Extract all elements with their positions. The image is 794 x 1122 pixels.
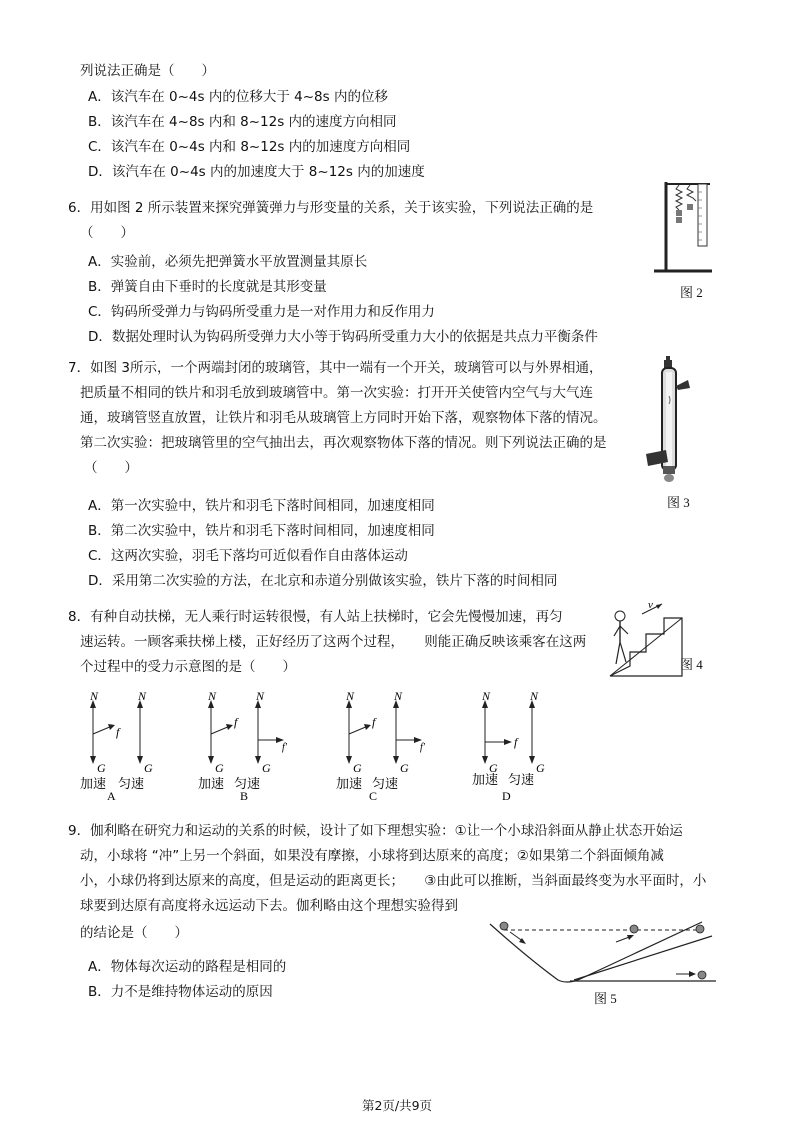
choice-letter: C: [369, 789, 378, 802]
figure-4-escalator: [606, 600, 686, 680]
uniform-label: 匀速: [234, 776, 261, 791]
normal-force-label: N: [208, 692, 217, 703]
q8-stem-line3: 个过程中的受力示意图的是（ ）: [80, 659, 296, 675]
choice-letter: D: [502, 789, 511, 802]
friction-label: f: [372, 715, 376, 729]
q6-option-d: D．数据处理时认为钩码所受弹力大小等于钩码所受重力大小的依据是共点力平衡条件: [88, 329, 598, 345]
q9-option-a: A．物体每次运动的路程是相同的: [88, 959, 287, 975]
q8-choice-a: [80, 692, 170, 802]
figure-3-label: 图 3: [667, 495, 690, 510]
q7-stem-line5: （ ）: [84, 460, 138, 476]
q7-option-d: D．采用第二次实验的方法，在北京和赤道分别做该实验，铁片下落的时间相同: [88, 573, 558, 589]
q9-stem-line5: 的结论是（ ）: [80, 925, 188, 941]
q5-stem-tail: 列说法正确是（ ）: [80, 63, 215, 79]
q5-option-d: D．该汽车在 0~4s 内的加速度大于 8~12s 内的加速度: [88, 164, 425, 180]
q5-option-c: C．该汽车在 0~4s 内和 8~12s 内的加速度方向相同: [88, 139, 411, 155]
q8-stem-line2: 速运转。一顾客乘扶梯上楼，正好经历了这两个过程， 则能正确反映该乘客在这两: [80, 634, 587, 650]
q9-stem-line3: 小，小球仍将到达原来的高度，但是运动的距离更长； ③由此可以推断，当斜面最终变为水平面时，小: [80, 873, 707, 889]
normal-force-label: N: [138, 692, 147, 703]
q7-stem-line1: 7．如图 3所示，一个两端封闭的玻璃管，其中一端有一个开关，玻璃管可以与外界相通，: [68, 360, 603, 376]
page-footer: 第2页/共9页: [361, 1098, 433, 1113]
gravity-label: G: [262, 761, 271, 775]
q6-option-c: C．钩码所受弹力与钩码所受重力是一对作用力和反作用力: [88, 304, 435, 320]
q9-stem-line1: 9．伽利略在研究力和运动的关系的时候，设计了如下理想实验：①让一个小球沿斜面从静止状态开始运: [68, 823, 683, 839]
figure-5-inclined-planes: [488, 918, 718, 988]
normal-force-label: N: [90, 692, 99, 703]
gravity-label: G: [215, 761, 224, 775]
q9-stem-line2: 动，小球将 “冲”上另一个斜面，如果没有摩擦，小球将到达原来的高度；②如果第二个斜面倾角减: [80, 848, 664, 864]
accel-label: 加速: [336, 776, 363, 791]
q6-stem-line1: 6．用如图 2 所示装置来探究弹簧弹力与形变量的关系，关于该实验，下列说法正确的是: [68, 200, 594, 216]
normal-force-label: N: [394, 692, 403, 703]
gravity-label: G: [144, 761, 153, 775]
q8-choice-d: [472, 692, 562, 802]
friction-prime-label: f′: [420, 742, 425, 753]
normal-force-label: N: [530, 692, 539, 703]
q7-stem-line4: 第二次实验：把玻璃管里的空气抽出去，再次观察物体下落的情况。则下列说法正确的是: [80, 435, 607, 451]
q6-option-b: B．弹簧自由下垂时的长度就是其形变量: [88, 279, 327, 295]
uniform-label: 匀速: [118, 776, 145, 791]
gravity-label: G: [353, 761, 362, 775]
uniform-label: 匀速: [508, 772, 535, 787]
q7-option-b: B．第二次实验中，铁片和羽毛下落时间相同，加速度相同: [88, 523, 435, 539]
figure-2-spring-apparatus: [652, 170, 722, 280]
q7-option-c: C．这两次实验，羽毛下落均可近似看作自由落体运动: [88, 548, 408, 564]
normal-force-label: N: [256, 692, 265, 703]
q8-choice-c: [336, 692, 431, 802]
gravity-label: G: [489, 761, 498, 775]
q8-choice-b: [198, 692, 293, 802]
q5-option-b: B．该汽车在 4~8s 内和 8~12s 内的速度方向相同: [88, 114, 397, 130]
q7-stem-line2: 把质量不相同的铁片和羽毛放到玻璃管中。第一次实验：打开开关使管内空气与大气连: [80, 385, 593, 401]
figure-3-glass-tube: [640, 356, 700, 486]
normal-force-label: N: [346, 692, 355, 703]
q8-stem-line1: 8．有种自动扶梯，无人乘行时运转很慢，有人站上扶梯时，它会先慢慢加速，再匀: [68, 609, 563, 625]
gravity-label: G: [400, 761, 409, 775]
accel-label: 加速: [198, 776, 225, 791]
q9-stem-line4: 球要到达原有高度将永远运动下去。伽利略由这个理想实验得到: [80, 898, 458, 914]
friction-label: f: [116, 725, 120, 739]
q9-option-b: B．力不是维持物体运动的原因: [88, 984, 273, 1000]
velocity-label: v: [648, 600, 653, 611]
figure-4-label: 图 4: [680, 657, 703, 672]
q6-stem-line2: （ ）: [80, 225, 134, 241]
normal-force-label: N: [482, 692, 491, 703]
choice-letter: A: [107, 789, 116, 802]
gravity-label: G: [536, 761, 545, 775]
q6-option-a: A．实验前，必须先把弹簧水平放置测量其原长: [88, 254, 368, 270]
figure-5-label: 图 5: [594, 991, 617, 1006]
q7-option-a: A．第一次实验中，铁片和羽毛下落时间相同，加速度相同: [88, 498, 435, 514]
accel-label: 加速: [472, 772, 499, 787]
friction-label: f: [234, 715, 238, 729]
figure-2-label: 图 2: [680, 285, 703, 300]
uniform-label: 匀速: [372, 776, 399, 791]
q5-option-a: A．该汽车在 0~4s 内的位移大于 4~8s 内的位移: [88, 89, 388, 105]
friction-label: f: [514, 735, 518, 749]
q7-stem-line3: 通，玻璃管竖直放置，让铁片和羽毛从玻璃管上方同时开始下落，观察物体下落的情况。: [80, 410, 607, 426]
accel-label: 加速: [80, 776, 107, 791]
gravity-label: G: [97, 761, 106, 775]
choice-letter: B: [240, 789, 249, 802]
friction-prime-label: f′: [282, 742, 287, 753]
